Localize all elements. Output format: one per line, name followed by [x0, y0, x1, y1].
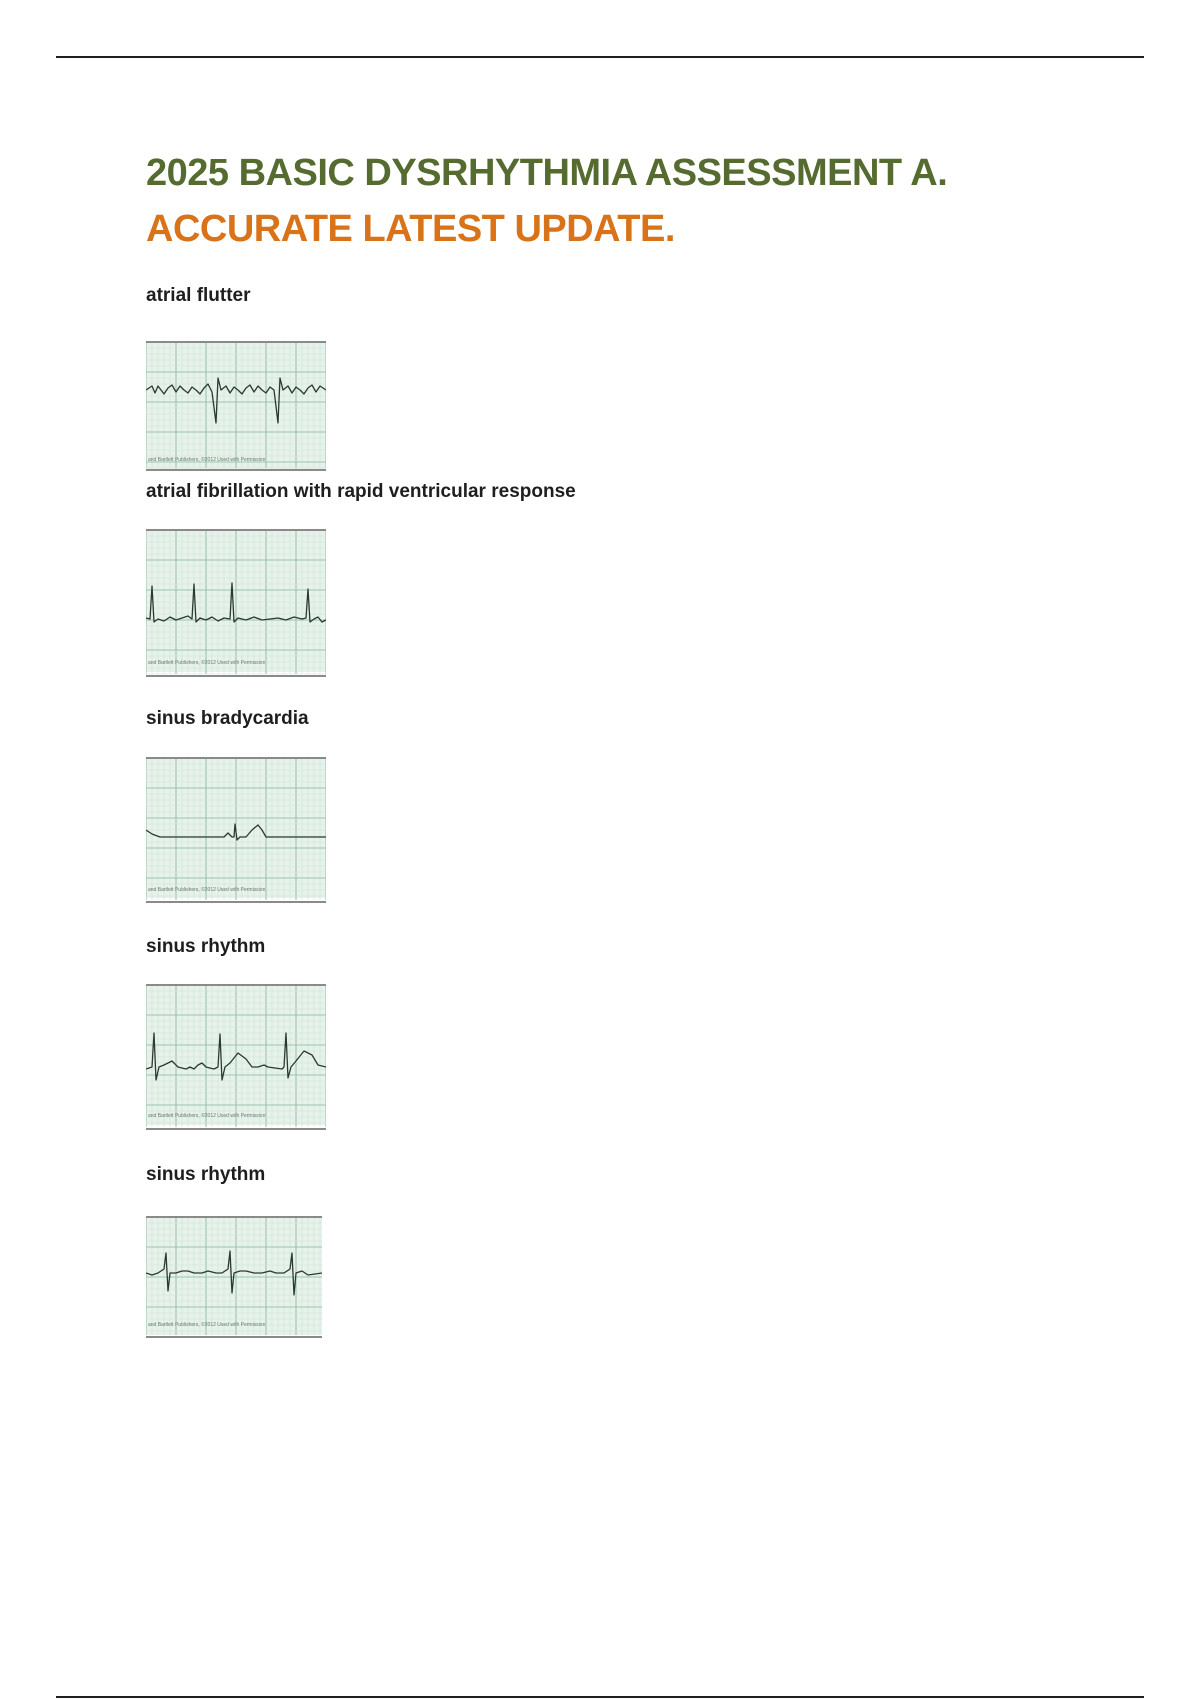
ecg-strip-sinus-rhythm-2	[146, 1213, 326, 1341]
rhythm-label-atrial-fibrillation: atrial fibrillation with rapid ventricular response	[146, 481, 576, 502]
ecg-copyright-text: and Bartlett Publishers, ©2012 Used with Permission	[148, 1113, 266, 1119]
ecg-image	[146, 338, 326, 474]
ecg-strip-sinus-rhythm-1	[146, 981, 326, 1133]
ecg-image	[146, 981, 326, 1133]
rhythm-label-sinus-rhythm-1: sinus rhythm	[146, 936, 266, 957]
ecg-image	[146, 754, 326, 906]
ecg-strip-atrial-flutter	[146, 338, 326, 474]
ecg-strip-atrial-fibrillation	[146, 526, 326, 680]
ecg-copyright-text: and Bartlett Publishers, ©2012 Used with Permission	[148, 1322, 266, 1328]
ecg-image	[146, 526, 326, 680]
ecg-copyright-text: and Bartlett Publishers, ©2012 Used with Permission	[148, 660, 266, 666]
document-title-block	[146, 145, 1146, 257]
header-rule	[56, 56, 1144, 58]
footer-rule	[56, 1696, 1144, 1698]
rhythm-label-atrial-flutter: atrial flutter	[146, 285, 251, 306]
document-title-line-2: ACCURATE LATEST UPDATE.	[146, 208, 675, 250]
ecg-image	[146, 1213, 322, 1341]
ecg-copyright-text: and Bartlett Publishers, ©2012 Used with Permission	[148, 457, 266, 463]
document-title-line-1: 2025 BASIC DYSRHYTHMIA ASSESSMENT A.	[146, 152, 948, 194]
rhythm-label-sinus-bradycardia: sinus bradycardia	[146, 708, 309, 729]
ecg-copyright-text: and Bartlett Publishers, ©2012 Used with Permission	[148, 887, 266, 893]
ecg-strip-sinus-bradycardia	[146, 754, 326, 906]
rhythm-label-sinus-rhythm-2: sinus rhythm	[146, 1164, 266, 1185]
